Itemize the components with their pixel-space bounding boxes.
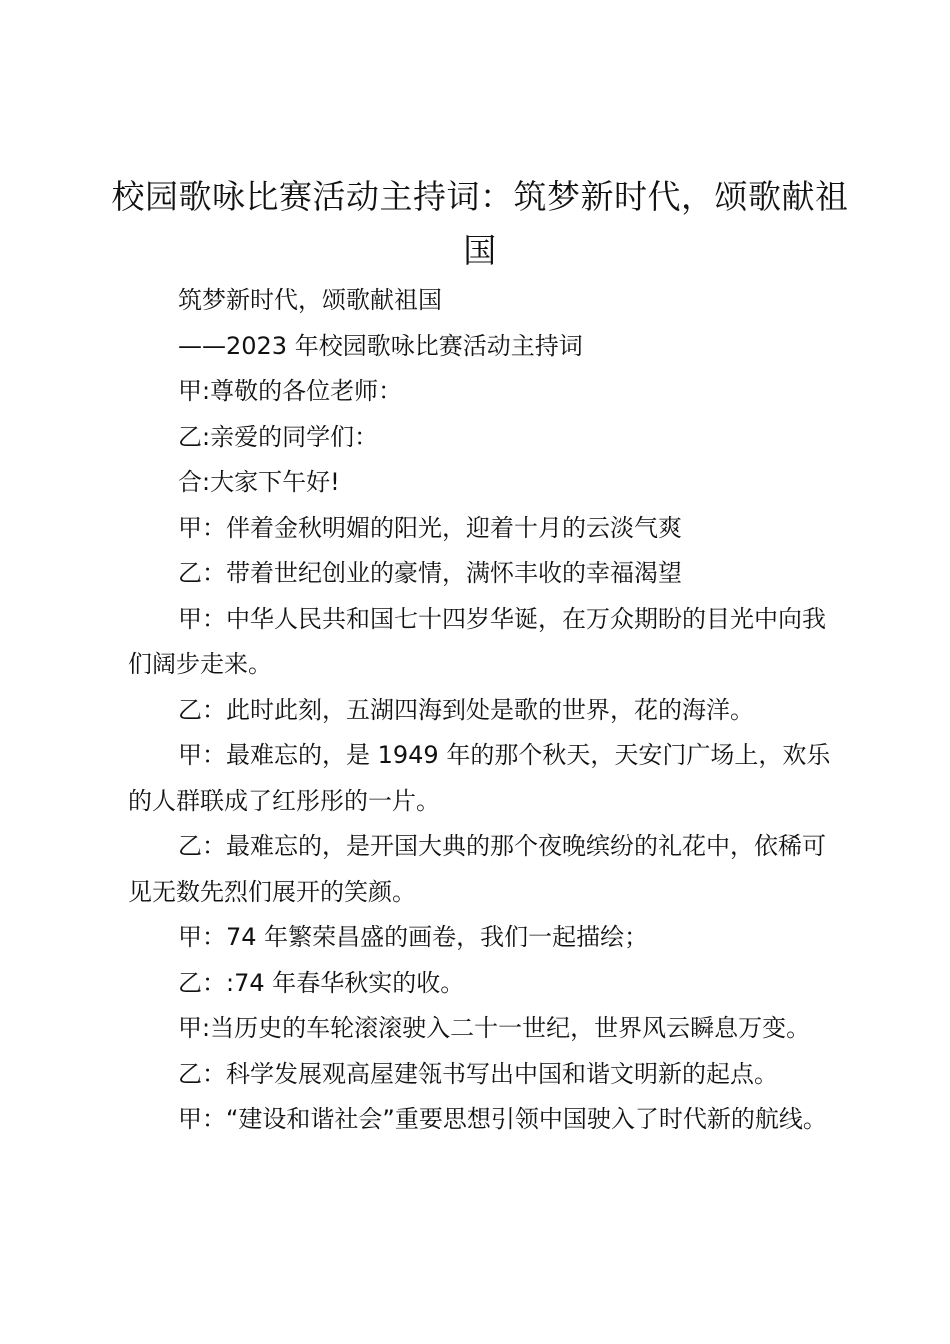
paragraph: 乙：最难忘的，是开国大典的那个夜晚缤纷的礼花中，依稀可见无数先烈们展开的笑颜。 [128,832,826,906]
paragraph: 乙：带着世纪创业的豪情，满怀丰收的幸福渴望 [178,559,682,587]
paragraph: 甲:尊敬的各位老师： [178,377,403,405]
paragraph: 乙：此时此刻，五湖四海到处是歌的世界，花的海洋。 [178,695,754,724]
paragraph: 乙：:74 年春华秋实的收。 [178,968,465,997]
paragraph: 乙：科学发展观高屋建瓴书写出中国和谐文明新的起点。 [178,1059,778,1088]
document-title: 校园歌咏比赛活动主持词：筑梦新时代，颂歌献祖国 [111,177,849,270]
document-body [128,278,838,1143]
paragraph: ——2023 年校园歌咏比赛活动主持词 [178,331,583,360]
paragraph: 甲：最难忘的，是 1949 年的那个秋天，天安门广场上，欢乐的人群联成了红彤彤的一片。 [128,741,831,815]
paragraph: 乙:亲爱的同学们： [178,422,379,451]
paragraph: 筑梦新时代，颂歌献祖国 [178,286,442,314]
paragraph: 甲：伴着金秋明媚的阳光，迎着十月的云淡气爽 [178,513,682,542]
paragraph: 合:大家下午好! [178,468,340,496]
paragraph: 甲：中华人民共和国七十四岁华诞，在万众期盼的目光中向我们阔步走来。 [128,604,826,678]
paragraph: 甲：74 年繁荣昌盛的画卷，我们一起描绘； [178,923,649,951]
paragraph: 甲:当历史的车轮滚滚驶入二十一世纪，世界风云瞬息万变。 [178,1014,811,1042]
paragraph: 甲：“建设和谐社会”重要思想引领中国驶入了时代新的航线。 [178,1105,827,1133]
